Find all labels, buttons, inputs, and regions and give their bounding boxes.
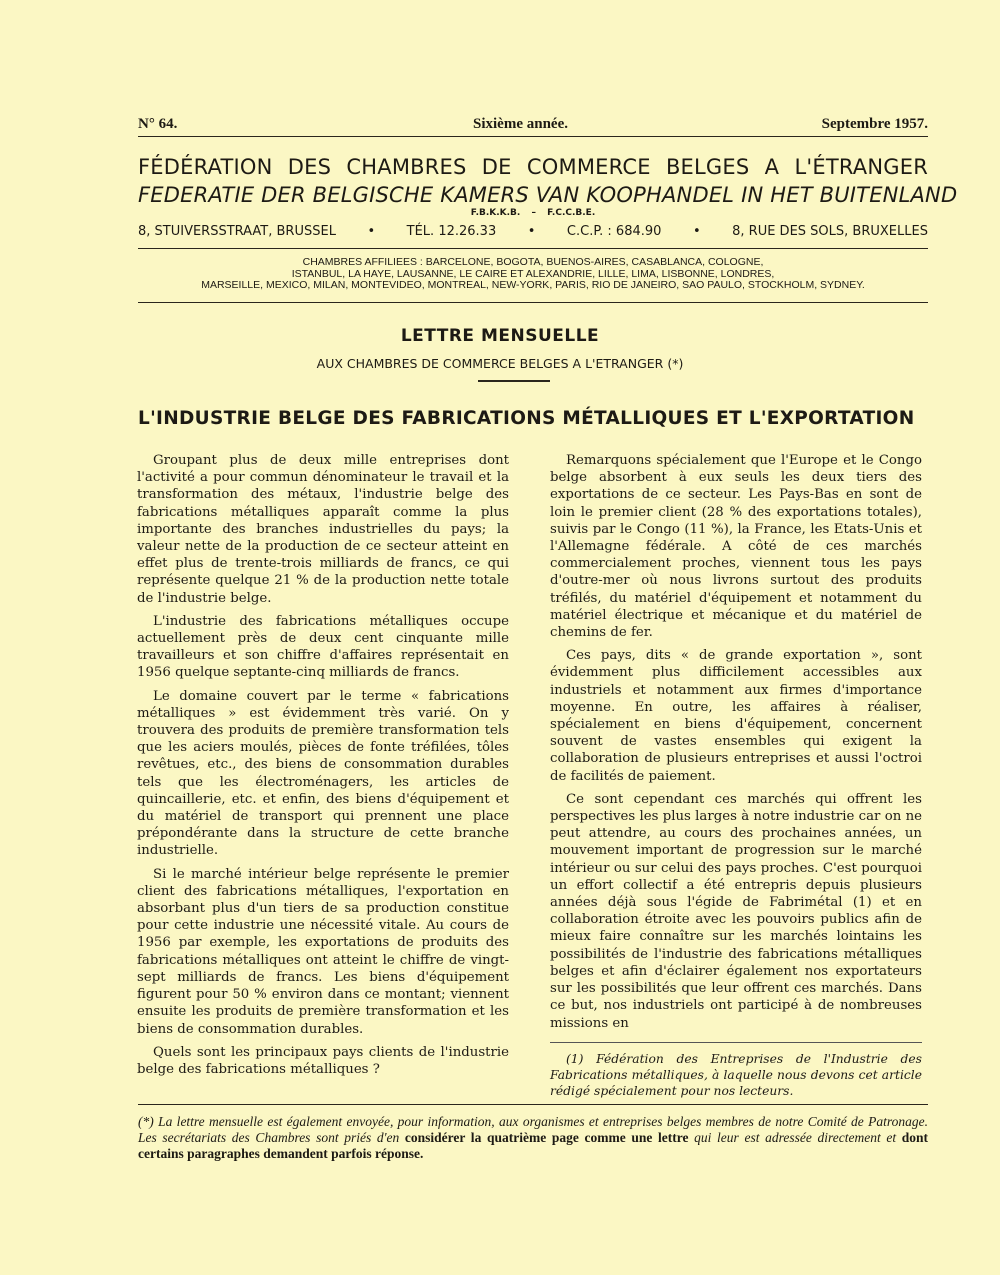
note-bold: considérer la quatrième page comme une lettre [404,1130,689,1145]
issue-date: Septembre 1957. [821,116,928,132]
issue-number: N° 64. [138,116,178,132]
federation-name-fr: FÉDÉRATION DES CHAMBRES DE COMMERCE BELGES A L'ÉTRANGER [138,155,928,179]
phone: TÉL. 12.26.33 [406,224,497,239]
left-column [137,452,509,1084]
paragraph: Le domaine couvert par le terme « fabrications métalliques » est évidemment très varié. On y trouvera des produits de première transformation tels que les aciers moulés, pièces de fonte tréfilées, tôles revêtues, etc., des biens de consommation durables tels que les électroménagers, les articles de quincaillerie, etc. et enfin, des biens d'équipement et du matériel de transport qui prennent une place prépondérante dans la structure de cette branche industrielle. [137,688,509,859]
divider [138,302,928,303]
issue-header [138,116,928,136]
note-italic: qui leur est adressée directement et [694,1130,897,1145]
federation-name-nl: FEDERATIE DER BELGISCHE KAMERS VAN KOOPHANDEL IN HET BUITENLAND [138,183,958,207]
affiliated-chambers [138,257,928,292]
paragraph: Si le marché intérieur belge représente le premier client des fabrications métalliques, l'exportation en absorbant plus d'un tiers de sa production constitue pour cette industrie une nécessité vitale. Au cours de 1956 par exemple, les exportations de produits des fabrications métalliques ont atteint le chiffre de vingt-sept milliards de francs. Les biens d'équipement figurent pour 50 % environ dans ce montant; viennent ensuite les produits de première transformation et les biens de consommation durables. [137,866,509,1037]
bullet: • [367,224,376,239]
bottom-note [138,1114,928,1162]
paragraph: Remarquons spécialement que l'Europe et le Congo belge absorbent à eux seuls les deux tiers des exportations de ce secteur. Les Pays-Bas en sont de loin le premier client (28 % des exportations totales), suivis par le Congo (11 %), la France, les Etats-Unis et l'Allemagne fédérale. A côté de ces marchés commercialement proches, viennent tous les pays d'outre-mer où nous livrons surtout des produits tréfilés, du matériel d'équipement et notamment du matériel électrique et mécanique et du matériel de chemins de fer. [550,453,922,641]
letter-subtitle: AUX CHAMBRES DE COMMERCE BELGES A L'ETRANGER (*) [316,356,684,371]
affiliated-line: ISTANBUL, LA HAYE, LAUSANNE, LE CAIRE ET ALEXANDRIE, LILLE, LIMA, LISBONNE, LONDRES, [291,267,775,280]
paragraph: L'industrie des fabrications métalliques occupe actuellement près de deux cent cinquante mille travailleurs et son chiffre d'affaires représentait en 1956 quelque septante-cinq milliards de francs. [137,613,509,681]
note-bold: dont certains paragraphes demandent parfois réponse. [138,1130,929,1161]
address-nl: 8, STUIVERSSTRAAT, BRUSSEL [138,224,336,239]
right-column [550,452,922,1105]
note-italic: (*) La lettre mensuelle est également envoyée, pour information, aux organismes et entreprises belges membres de notre Comité de Patronage. Les secrétariats des Chambres sont priés d'en [138,1114,928,1145]
affiliated-line: MARSEILLE, MEXICO, MILAN, MONTEVIDEO, MONTREAL, NEW-YORK, PARIS, RIO DE JANEIRO, SAO PAULO, STOCKHOLM, SYDNEY. [201,279,865,291]
title-underline [478,380,550,382]
address-fr: 8, RUE DES SOLS, BRUXELLES [732,224,928,239]
contact-line [138,224,928,239]
footnote: (1) Fédération des Entreprises de l'Industrie des Fabrications métalliques, à laquelle nous devons cet article rédigé spécialement pour nos lecteurs. [550,1042,922,1099]
ccp: C.C.P. : 684.90 [566,224,662,239]
bullet: • [527,224,536,239]
paragraph: Groupant plus de deux mille entreprises dont l'activité a pour commun dénominateur le travail et la transformation des métaux, l'industrie belge des fabrications métalliques apparaît comme la plus importante des branches industrielles du pays; la valeur nette de la production de ce secteur atteint en effet plus de trente-trois milliards de francs, ce qui représente quelque 21 % de la production nette totale de l'industrie belge. [137,453,509,606]
article-headline: L'INDUSTRIE BELGE DES FABRICATIONS MÉTALLIQUES ET L'EXPORTATION [138,408,915,429]
abbreviations: F.B.K.K.B. – F.C.C.B.E. [470,208,596,218]
divider [138,1104,928,1105]
paragraph: Ce sont cependant ces marchés qui offrent les perspectives les plus larges à notre industrie car on ne peut attendre, au cours des prochaines années, un mouvement important de progression sur le marché intérieur ou sur celui des pays proches. C'est pourquoi un effort collectif a été entrepris depuis plusieurs années déjà sous l'égide de Fabrimétal (1) et en collaboration étroite avec les pouvoirs publics afin de mieux faire connaître sur les marchés lointains les possibilités de l'industrie des fabrications métalliques belges et afin d'éclairer également nos exportateurs sur les possibilités que leur offrent ces marchés. Dans ce but, nos industriels ont participé à de nombreuses missions en [550,791,922,1031]
divider [138,248,928,249]
paragraph: Quels sont les principaux pays clients de l'industrie belge des fabrications métalliques ? [137,1044,509,1077]
year-label: Sixième année. [473,116,568,132]
divider [138,136,928,137]
paragraph: Ces pays, dits « de grande exportation », sont évidemment plus difficilement accessibles aux industriels et notamment aux firmes d'importance moyenne. En outre, les affaires à réaliser, spécialement en biens d'équipement, concernent souvent de vastes ensembles qui exigent la collaboration de plusieurs entreprises et aussi l'octroi de facilités de paiement. [550,648,922,784]
letter-title: LETTRE MENSUELLE [400,326,600,346]
bullet: • [692,224,701,239]
affiliated-line: CHAMBRES AFFILIEES : BARCELONE, BOGOTA, BUENOS-AIRES, CASABLANCA, COLOGNE, [302,256,764,268]
